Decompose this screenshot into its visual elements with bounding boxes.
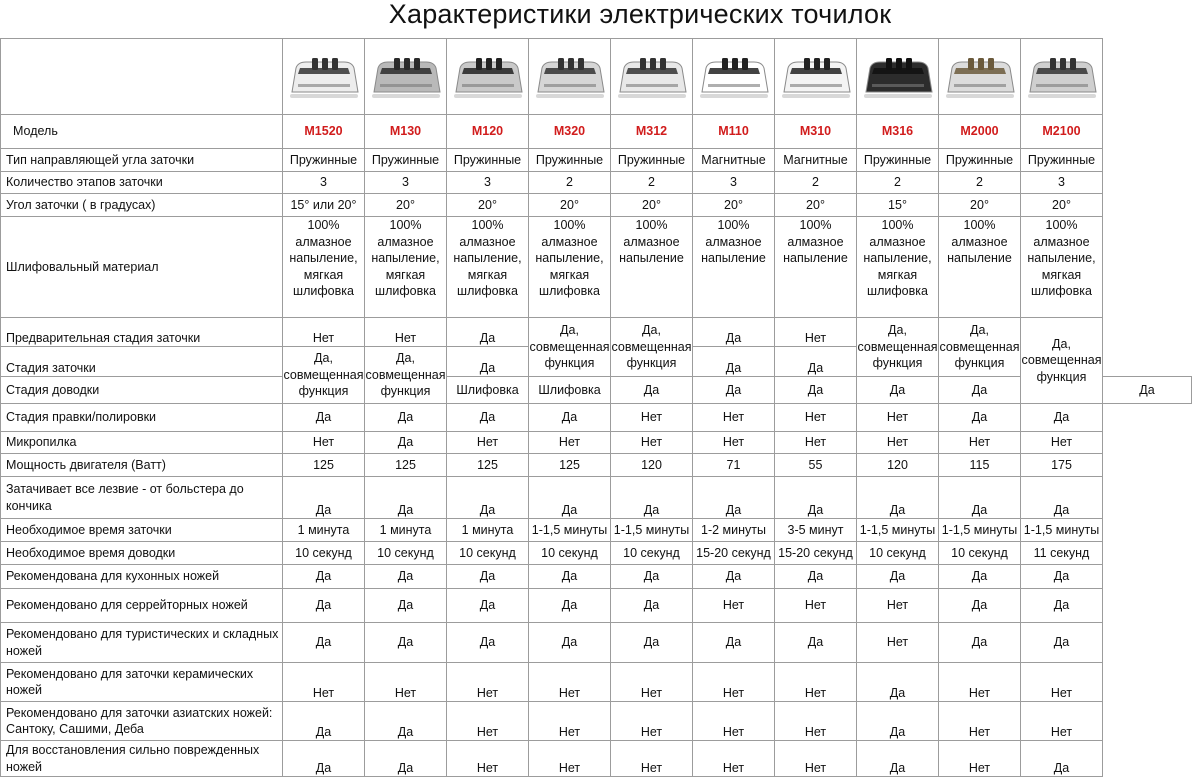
value-cell: 71 — [693, 454, 775, 477]
value-cell: Нет — [693, 432, 775, 454]
row-angle — [1, 194, 1192, 217]
value-cell: 2 — [775, 172, 857, 194]
sharpener-1520-image — [286, 44, 362, 110]
row-label: Шлифовальный материал — [1, 217, 283, 318]
row-label: Необходимое время доводки — [1, 542, 283, 565]
value-cell: Да — [939, 477, 1021, 519]
value-cell: 100% алмазное напыление, мягкая шлифовка — [365, 217, 447, 318]
sharpener-120-image — [450, 44, 526, 110]
value-cell: Нет — [775, 663, 857, 702]
value-cell: Да — [529, 477, 611, 519]
value-cell: Да — [529, 589, 611, 623]
value-cell: Да — [1021, 741, 1103, 777]
row-pre-stage — [1, 318, 1192, 347]
row-polish-stage — [1, 404, 1192, 432]
value-cell: Нет — [611, 741, 693, 777]
value-cell: Нет — [939, 741, 1021, 777]
value-cell: Да — [283, 589, 365, 623]
row-label: Рекомендовано для серрейторных ножей — [1, 589, 283, 623]
row-kitchen — [1, 565, 1192, 589]
value-cell: Да — [611, 377, 693, 404]
value-cell: 10 секунд — [857, 542, 939, 565]
row-hone-time — [1, 542, 1192, 565]
image-cell — [857, 39, 939, 115]
value-cell: Нет — [693, 741, 775, 777]
value-cell: 20° — [939, 194, 1021, 217]
value-cell: Нет — [857, 589, 939, 623]
value-cell: 100% алмазное напыление, мягкая шлифовка — [529, 217, 611, 318]
value-cell: 1-1,5 минуты — [857, 519, 939, 542]
value-cell: Нет — [611, 432, 693, 454]
value-cell: Нет — [775, 741, 857, 777]
value-cell: 3 — [283, 172, 365, 194]
value-cell: Нет — [283, 432, 365, 454]
model-name: M130 — [365, 115, 447, 149]
value-cell: 1 минута — [447, 519, 529, 542]
value-cell: Да — [693, 477, 775, 519]
value-cell: Да, совмещенная функция — [529, 318, 611, 377]
value-cell: Да, совмещенная функция — [365, 347, 447, 404]
value-cell: 20° — [775, 194, 857, 217]
row-serrated — [1, 589, 1192, 623]
value-cell: Да — [283, 477, 365, 519]
value-cell: Магнитные — [693, 149, 775, 172]
value-cell: 100% алмазное напыление — [775, 217, 857, 318]
value-cell: Да — [775, 347, 857, 377]
value-cell: Да — [365, 741, 447, 777]
value-cell: Да — [529, 404, 611, 432]
row-label: Количество этапов заточки — [1, 172, 283, 194]
value-cell: 20° — [611, 194, 693, 217]
value-cell: 11 секунд — [1021, 542, 1103, 565]
value-cell: Нет — [775, 318, 857, 347]
value-cell: Да — [611, 589, 693, 623]
value-cell: 100% алмазное напыление — [693, 217, 775, 318]
value-cell: Да — [283, 565, 365, 589]
model-name: M2100 — [1021, 115, 1103, 149]
value-cell: Нет — [857, 404, 939, 432]
value-cell: Пружинные — [447, 149, 529, 172]
value-cell: Да — [939, 623, 1021, 663]
value-cell: Да — [775, 377, 857, 404]
value-cell: Нет — [611, 663, 693, 702]
value-cell: 55 — [775, 454, 857, 477]
value-cell: Нет — [939, 702, 1021, 741]
row-label: Угол заточки ( в градусах) — [1, 194, 283, 217]
value-cell: 2 — [939, 172, 1021, 194]
value-cell: 15° — [857, 194, 939, 217]
value-cell: Нет — [283, 318, 365, 347]
value-cell: 10 секунд — [529, 542, 611, 565]
value-cell: Нет — [529, 432, 611, 454]
value-cell: 120 — [611, 454, 693, 477]
image-cell — [611, 39, 693, 115]
value-cell: Да, совмещенная функция — [939, 318, 1021, 377]
value-cell: Нет — [775, 702, 857, 741]
value-cell: 125 — [283, 454, 365, 477]
value-cell: 3-5 минут — [775, 519, 857, 542]
row-label: Рекомендовано для заточки керамических ножей — [1, 663, 283, 702]
value-cell: 120 — [857, 454, 939, 477]
sharpener-312-image — [614, 44, 690, 110]
row-label: Необходимое время заточки — [1, 519, 283, 542]
value-cell: Нет — [365, 318, 447, 347]
value-cell: 15-20 секунд — [775, 542, 857, 565]
value-cell: Да — [857, 377, 939, 404]
row-hone-stage — [1, 377, 1192, 404]
image-cell — [1021, 39, 1103, 115]
row-label: Стадия правки/полировки — [1, 404, 283, 432]
value-cell: Шлифовка — [529, 377, 611, 404]
value-cell: Да — [939, 565, 1021, 589]
value-cell: Да — [693, 565, 775, 589]
value-cell: Да — [939, 589, 1021, 623]
value-cell: Да — [529, 565, 611, 589]
value-cell: Нет — [775, 589, 857, 623]
model-name: M110 — [693, 115, 775, 149]
row-label: Рекомендована для кухонных ножей — [1, 565, 283, 589]
row-full-blade — [1, 477, 1192, 519]
value-cell: Да — [365, 404, 447, 432]
value-cell: Нет — [693, 663, 775, 702]
value-cell: Да — [283, 741, 365, 777]
row-guide-type — [1, 149, 1192, 172]
row-label: Тип направляющей угла заточки — [1, 149, 283, 172]
row-label: Стадия заточки — [1, 347, 283, 377]
value-cell: 10 секунд — [283, 542, 365, 565]
row-restore — [1, 741, 1192, 777]
value-cell: 2 — [529, 172, 611, 194]
value-cell: Пружинные — [529, 149, 611, 172]
value-cell: Да — [693, 318, 775, 347]
value-cell: Нет — [857, 432, 939, 454]
value-cell: 20° — [1021, 194, 1103, 217]
row-asian — [1, 702, 1192, 741]
value-cell: Да — [447, 565, 529, 589]
sharpener-2000-image — [942, 44, 1018, 110]
value-cell: 1-2 минуты — [693, 519, 775, 542]
header-empty-cell — [1, 39, 283, 115]
images-row — [1, 39, 1192, 115]
value-cell: 3 — [1021, 172, 1103, 194]
row-stages — [1, 172, 1192, 194]
value-cell: 20° — [447, 194, 529, 217]
value-cell: Да — [611, 623, 693, 663]
value-cell: 100% алмазное напыление, мягкая шлифовка — [857, 217, 939, 318]
value-cell: 1-1,5 минуты — [939, 519, 1021, 542]
row-micro-saw — [1, 432, 1192, 454]
value-cell: 125 — [529, 454, 611, 477]
value-cell: Да — [1021, 589, 1103, 623]
sharpener-316-image — [860, 44, 936, 110]
value-cell: Да — [365, 565, 447, 589]
value-cell: Да — [857, 741, 939, 777]
image-cell — [939, 39, 1021, 115]
row-label: Предварительная стадия заточки — [1, 318, 283, 347]
value-cell: Шлифовка — [447, 377, 529, 404]
row-label: Микропилка — [1, 432, 283, 454]
value-cell: Да — [447, 589, 529, 623]
value-cell: 1 минута — [283, 519, 365, 542]
value-cell: Нет — [857, 623, 939, 663]
value-cell: Да — [283, 404, 365, 432]
value-cell: Нет — [693, 404, 775, 432]
row-ceramic — [1, 663, 1192, 702]
row-tourist — [1, 623, 1192, 663]
value-cell: Нет — [611, 702, 693, 741]
value-cell: Да — [857, 477, 939, 519]
value-cell: Нет — [447, 663, 529, 702]
value-cell: Нет — [365, 663, 447, 702]
value-cell: Нет — [529, 702, 611, 741]
image-cell — [447, 39, 529, 115]
value-cell: 20° — [529, 194, 611, 217]
value-cell: 100% алмазное напыление — [611, 217, 693, 318]
value-cell: Нет — [1021, 432, 1103, 454]
row-label: Для восстановления сильно поврежденных ножей — [1, 741, 283, 777]
value-cell: 3 — [365, 172, 447, 194]
value-cell: Да — [447, 318, 529, 347]
value-cell: Нет — [939, 663, 1021, 702]
value-cell: Нет — [283, 663, 365, 702]
value-cell: 10 секунд — [611, 542, 693, 565]
value-cell: Да — [693, 377, 775, 404]
value-cell: 115 — [939, 454, 1021, 477]
value-cell: Пружинные — [939, 149, 1021, 172]
value-cell: 100% алмазное напыление, мягкая шлифовка — [1021, 217, 1103, 318]
value-cell: Нет — [529, 741, 611, 777]
value-cell: 1-1,5 минуты — [611, 519, 693, 542]
page-title: Характеристики электрических точилок — [388, 0, 892, 29]
value-cell: Да — [447, 404, 529, 432]
value-cell: Нет — [529, 663, 611, 702]
value-cell: Нет — [693, 702, 775, 741]
model-name: M120 — [447, 115, 529, 149]
value-cell: Пружинные — [365, 149, 447, 172]
row-sharp-time — [1, 519, 1192, 542]
value-cell: 1 минута — [365, 519, 447, 542]
value-cell: Да — [365, 432, 447, 454]
value-cell: Да — [775, 565, 857, 589]
value-cell: 20° — [693, 194, 775, 217]
value-cell: Магнитные — [775, 149, 857, 172]
value-cell: Пружинные — [857, 149, 939, 172]
row-power — [1, 454, 1192, 477]
value-cell: 175 — [1021, 454, 1103, 477]
value-cell: Да, совмещенная функция — [283, 347, 365, 404]
row-label: Стадия доводки — [1, 377, 283, 404]
sharpener-110-image — [696, 44, 772, 110]
value-cell: 20° — [365, 194, 447, 217]
value-cell: Да, совмещенная функция — [857, 318, 939, 377]
value-cell: Да — [283, 702, 365, 741]
value-cell: Пружинные — [1021, 149, 1103, 172]
value-cell: 3 — [447, 172, 529, 194]
value-cell: 10 секунд — [447, 542, 529, 565]
value-cell: Пружинные — [611, 149, 693, 172]
value-cell: Нет — [775, 432, 857, 454]
value-cell: Да — [1021, 623, 1103, 663]
value-cell: Да — [365, 589, 447, 623]
value-cell: 1-1,5 минуты — [1021, 519, 1103, 542]
value-cell: Нет — [1021, 702, 1103, 741]
value-cell: 15-20 секунд — [693, 542, 775, 565]
value-cell: 1-1,5 минуты — [529, 519, 611, 542]
value-cell: Да — [365, 702, 447, 741]
value-cell: Да — [857, 565, 939, 589]
image-cell — [529, 39, 611, 115]
value-cell: Нет — [939, 432, 1021, 454]
row-label: Рекомендовано для туристических и складных ножей — [1, 623, 283, 663]
value-cell: Да — [775, 477, 857, 519]
value-cell: 3 — [693, 172, 775, 194]
value-cell: 15° или 20° — [283, 194, 365, 217]
model-name: M316 — [857, 115, 939, 149]
image-cell — [365, 39, 447, 115]
model-name: M320 — [529, 115, 611, 149]
value-cell: Да — [939, 404, 1021, 432]
value-cell: 2 — [857, 172, 939, 194]
value-cell: Да — [365, 623, 447, 663]
model-header: Модель — [1, 115, 283, 149]
value-cell: Пружинные — [283, 149, 365, 172]
model-name: M1520 — [283, 115, 365, 149]
value-cell: 10 секунд — [365, 542, 447, 565]
value-cell: Нет — [1021, 663, 1103, 702]
value-cell: 100% алмазное напыление, мягкая шлифовка — [447, 217, 529, 318]
value-cell: Да — [857, 702, 939, 741]
value-cell: 10 секунд — [939, 542, 1021, 565]
value-cell: Да — [447, 347, 529, 377]
image-cell — [283, 39, 365, 115]
model-row — [1, 115, 1192, 149]
image-cell — [693, 39, 775, 115]
value-cell: Да — [693, 623, 775, 663]
value-cell: Нет — [447, 702, 529, 741]
value-cell: Да — [693, 347, 775, 377]
value-cell: Да, совмещенная функция — [1021, 318, 1103, 404]
value-cell: Да — [775, 623, 857, 663]
value-cell: 2 — [611, 172, 693, 194]
row-label: Мощность двигателя (Ватт) — [1, 454, 283, 477]
value-cell: Да — [611, 477, 693, 519]
image-cell — [775, 39, 857, 115]
value-cell: 100% алмазное напыление — [939, 217, 1021, 318]
model-name: M310 — [775, 115, 857, 149]
value-cell: Нет — [611, 404, 693, 432]
value-cell: 125 — [365, 454, 447, 477]
value-cell: Да — [857, 663, 939, 702]
value-cell: Да — [365, 477, 447, 519]
value-cell: Да — [1021, 565, 1103, 589]
value-cell: Нет — [693, 589, 775, 623]
value-cell: Да — [1021, 477, 1103, 519]
value-cell: Да — [1021, 404, 1103, 432]
value-cell: Да — [1103, 377, 1192, 404]
value-cell: 125 — [447, 454, 529, 477]
value-cell: Да — [447, 623, 529, 663]
row-label: Затачивает все лезвие - от больстера до кончика — [1, 477, 283, 519]
value-cell: Нет — [775, 404, 857, 432]
value-cell: 100% алмазное напыление, мягкая шлифовка — [283, 217, 365, 318]
value-cell: Да — [611, 565, 693, 589]
model-name: M2000 — [939, 115, 1021, 149]
sharpener-320-image — [532, 44, 608, 110]
row-label: Рекомендовано для заточки азиатских ножей: Сантоку, Сашими, Деба — [1, 702, 283, 741]
model-name: M312 — [611, 115, 693, 149]
sharpener-310-image — [778, 44, 854, 110]
value-cell: Нет — [447, 741, 529, 777]
row-abrasive — [1, 217, 1192, 318]
value-cell: Да — [447, 477, 529, 519]
value-cell: Да — [283, 623, 365, 663]
sharpener-2100-image — [1024, 44, 1100, 110]
value-cell: Да — [939, 377, 1021, 404]
value-cell: Нет — [447, 432, 529, 454]
spec-table-body — [1, 39, 1192, 777]
sharpener-130-image — [368, 44, 444, 110]
value-cell: Да — [529, 623, 611, 663]
value-cell: Да, совмещенная функция — [611, 318, 693, 377]
spec-table — [0, 38, 1192, 777]
